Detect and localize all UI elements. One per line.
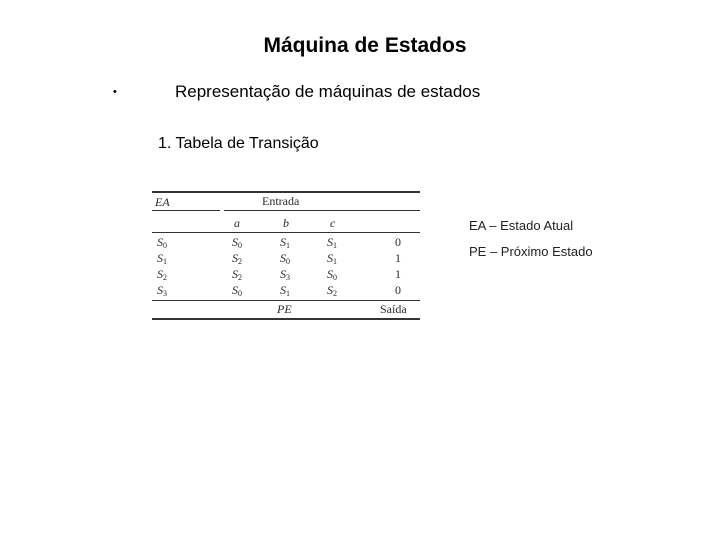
legend-ea: EA – Estado Atual bbox=[469, 218, 574, 233]
body-bottom-rule bbox=[152, 300, 420, 301]
table-bottom-rule bbox=[152, 318, 420, 320]
header-rule-right bbox=[224, 210, 420, 211]
input-column-c: c bbox=[330, 216, 336, 230]
next-state-cell: $S_1$ bbox=[327, 251, 337, 266]
table-top-rule bbox=[152, 191, 420, 193]
input-column-a: a bbox=[234, 216, 240, 230]
next-state-cell: $S_0$ bbox=[232, 283, 242, 298]
next-state-cell: $S_2$ bbox=[232, 267, 242, 282]
next-state-cell: $S_1$ bbox=[280, 283, 290, 298]
header-rule-left bbox=[152, 210, 220, 211]
current-state-cell: $S_3$ bbox=[157, 283, 167, 298]
output-cell: 1 bbox=[395, 267, 401, 281]
transition-table bbox=[152, 185, 422, 321]
footer-output-label: Saída bbox=[380, 302, 407, 316]
current-state-cell: $S_2$ bbox=[157, 267, 167, 282]
output-cell: 1 bbox=[395, 251, 401, 265]
current-state-cell: $S_1$ bbox=[157, 251, 167, 266]
output-cell: 0 bbox=[395, 235, 401, 249]
input-column-b: b bbox=[283, 216, 289, 230]
next-state-cell: $S_0$ bbox=[327, 267, 337, 282]
next-state-cell: $S_1$ bbox=[327, 235, 337, 250]
header-input-label: Entrada bbox=[262, 194, 300, 208]
next-state-cell: $S_2$ bbox=[232, 251, 242, 266]
current-state-cell: $S_0$ bbox=[157, 235, 167, 250]
next-state-cell: $S_2$ bbox=[327, 283, 337, 298]
footer-next-state-label: PE bbox=[277, 302, 292, 316]
bullet-text: Representação de máquinas de estados bbox=[175, 82, 481, 101]
bullet-marker: • bbox=[113, 86, 117, 98]
output-cell: 0 bbox=[395, 283, 401, 297]
header-state-label: EA bbox=[155, 195, 170, 209]
section-subheading: 1. Tabela de Transição bbox=[158, 135, 319, 152]
next-state-cell: $S_0$ bbox=[232, 235, 242, 250]
legend-pe: PE – Próximo Estado bbox=[469, 244, 593, 259]
next-state-cell: $S_1$ bbox=[280, 235, 290, 250]
next-state-cell: $S_0$ bbox=[280, 251, 290, 266]
header-bottom-rule bbox=[152, 232, 420, 233]
slide-title: Máquina de Estados bbox=[263, 34, 467, 57]
next-state-cell: $S_3$ bbox=[280, 267, 290, 282]
